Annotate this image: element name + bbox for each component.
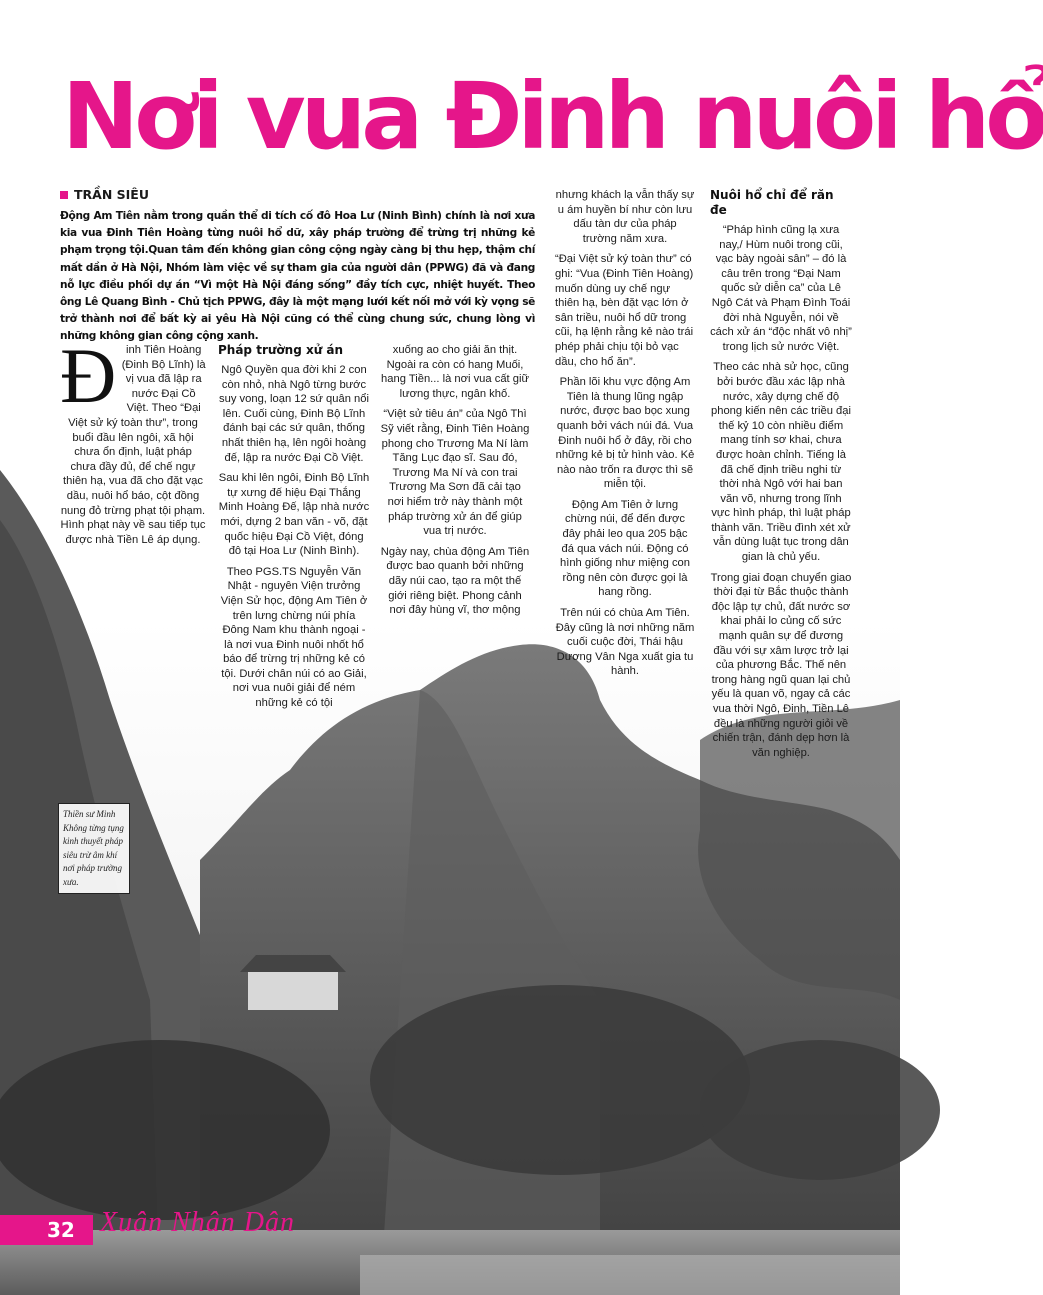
drop-cap: Đ	[60, 332, 117, 419]
page-number: 32	[47, 1218, 75, 1242]
column-2-paragraph-3: Theo PGS.TS Nguyễn Văn Nhật - nguyên Viện trưởng Viện Sử học, động Am Tiên ở trên lưng chừng núi phía Đông Nam khu thành ngoại - là nơi vua Đinh nuôi nhốt hổ báo để trừng trị những kẻ có tội. Dưới chân núi có ao Giải, nơi vua nuôi giải để ném những kẻ có tội	[220, 565, 368, 710]
column-4-paragraph-3: Phần lõi khu vực động Am Tiên là thung lũng ngập nước, được bao bọc xung quanh bởi vách núi đá. Vua Đinh nuôi hổ ở đây, rồi cho những kẻ bị tử hình vào. Kẻ nào nào trốn ra được thì sẽ miễn tội.	[555, 376, 695, 491]
page-number-tab	[0, 1215, 93, 1245]
section-heading-nuoi-ho: Nuôi hổ chỉ để răn đe	[710, 188, 834, 217]
article-column-1	[60, 332, 206, 553]
byline	[60, 187, 149, 202]
article-column-2	[218, 343, 370, 717]
article-headline: Nơi vua Đinh nuôi hổ	[62, 63, 1043, 170]
column-5-paragraph-3: Trong giai đoạn chuyển giao thời đại từ Bắc thuộc thành độc lập tự chủ, đất nước sơ khai phải lo củng cố sức mạnh quân sự để đương đầu với sự xâm lược trở lại của phương Bắc. Thế nên trong hàng ngũ quan lại chủ yếu là quan võ, ngay cả các vua thời Ngô, Đinh, Tiền Lê đều là những người giỏi về chiến trận, đánh dẹp hơn là văn nghiệp.	[710, 571, 852, 759]
column-5-paragraph-2: Theo các nhà sử học, cũng bởi bước đầu xác lập nhà nước, xây dựng chế độ phong kiến nên các triều đại thế kỷ 10 còn nhiều điểm mang tính sơ khai, chưa được hoàn chỉnh. Tiếng là đã chế định triều nghi từ thời nhà Ngô với hai ban văn võ, nhưng trong lĩnh vực hình pháp, thì luật pháp thành văn. Triều đình xét xử vẫn dùng luật tục trong dân gian là chủ yếu.	[711, 361, 851, 564]
magazine-name: Xuân Nhân Dân	[100, 1207, 295, 1238]
column-3-paragraph-1: xuống ao cho giải ăn thịt. Ngoài ra còn có hang Muối, hang Tiền... là nơi vua cất giữ lương thực, ngân khố.	[381, 344, 529, 400]
column-5-paragraph-1: “Pháp hình cũng lạ xưa nay,/ Hùm nuôi trong cũi, vạc bày ngoài sân” – đó là câu trên trong “Đại Nam quốc sử diễn ca” của Lê Ngô Cát và Phạm Đình Toái đời nhà Nguyễn, nói về cách xử án “độc nhất vô nhị” trong lịch sử nước Việt.	[710, 224, 852, 353]
column-3-paragraph-3: Ngày nay, chùa động Am Tiên được bao quanh bởi những dãy núi cao, tạo ra một thế giới riêng biệt. Phong cảnh nơi đây hùng vĩ, thơ mộng	[380, 545, 530, 617]
article-column-5	[710, 188, 852, 766]
column-2-paragraph-1: Ngô Quyền qua đời khi 2 con còn nhỏ, nhà Ngô từng bước suy vong, loạn 12 sứ quân nổi lên. Cuối cùng, Đinh Bộ Lĩnh đánh bại các sứ quân, thống nhất thiên hạ, lên ngôi hoàng đế, lập ra nước Đại Cồ Việt.	[219, 364, 369, 464]
byline-square-icon	[60, 191, 68, 199]
column-1-paragraph: inh Tiên Hoàng (Đinh Bộ Lĩnh) là vị vua đã lập ra nước Đại Cồ Việt. Theo “Đại Việt sử ký toàn thư”, trong buổi đầu lên ngôi, xã hội chưa ổn định, luật pháp chưa đầy đủ, để chế ngự thiên hạ, vua đã cho đặt vạc dầu, nuôi hổ báo, cột đồng nung đỏ trừng phạt tội phạm. Hình phạt này về sau tiếp tục được nhà Tiền Lê áp dụng.	[60, 344, 206, 546]
article-column-3	[380, 343, 530, 624]
author-name: TRẦN SIÊU	[74, 187, 149, 202]
column-4-paragraph-1: nhưng khách lạ vẫn thấy sự u ám huyền bí như còn lưu dấu tàn dư của pháp trường năm xưa.	[555, 189, 695, 245]
column-4-paragraph-4: Động Am Tiên ở lưng chừng núi, để đến được đây phải leo qua 205 bậc đá qua vách núi. Động có hình giống như miệng con rồng nên còn được gọi là hang rồng.	[559, 498, 691, 599]
column-4-paragraph-5: Trên núi có chùa Am Tiên. Đây cũng là nơi những năm cuối cuộc đời, Thái hậu Dương Vân Nga xuất gia tu hành.	[555, 607, 695, 678]
photo-caption: Thiền sư Minh Không từng tụng kinh thuyết pháp siêu trừ âm khí nơi pháp trường xưa.	[58, 803, 130, 894]
article-column-4	[555, 188, 695, 685]
column-3-paragraph-2: “Việt sử tiêu án” của Ngô Thì Sỹ viết rằng, Đinh Tiên Hoàng phong cho Trương Ma Ní làm Tăng Lục đạo sĩ. Sau đó, Trương Ma Ní và con trai Trương Ma Sơn đã cải tạo nơi hiểm trở này thành một pháp trường xử án để giúp vua trị nước.	[380, 408, 530, 538]
column-2-paragraph-2: Sau khi lên ngôi, Đinh Bộ Lĩnh tự xưng đế hiệu Đại Thắng Minh Hoàng Đế, lập nhà nước mới, dựng 2 ban văn - võ, đặt quốc hiệu Đại Cồ Việt, đóng đô tại Hoa Lư (Ninh Bình).	[218, 472, 370, 558]
lead-paragraph: Động Am Tiên nằm trong quần thể di tích cố đô Hoa Lư (Ninh Bình) chính là nơi xưa kia vua Đinh Tiên Hoàng từng nuôi hổ dữ, xây pháp trường để trừng trị những kẻ phạm trọng tội.Quan tâm đến không gian công cộng ngày càng bị thu hẹp, thậm chí mất dần ở Hà Nội, Nhóm làm việc về sự tham gia của người dân (PPWG) đã và đang nỗ lực điều phối dự án “Vì một Hà Nội đáng sống” đầy tích cực, nhiệt huyết. Theo ông Lê Quang Bình - Chủ tịch PPWG, đây là một mạng lưới kết nối mở với kỳ vọng sẽ trở thành nơi để bất kỳ ai yêu Hà Nội cũng có thể cùng chung sức, chung lòng vì những không gian công cộng xanh.	[60, 210, 535, 343]
column-4-paragraph-2: “Đại Việt sử ký toàn thư” có ghi: “Vua (Đinh Tiên Hoàng) muốn dùng uy chế ngự thiên hạ, bèn đặt vạc lớn ở sân triều, nuôi hổ dữ trong cũi, hạ lệnh rằng kẻ nào trái phép phải chịu tội bỏ vạc dầu, cho hổ ăn”.	[555, 253, 694, 368]
section-heading-phap-truong: Pháp trường xử án	[218, 343, 344, 357]
